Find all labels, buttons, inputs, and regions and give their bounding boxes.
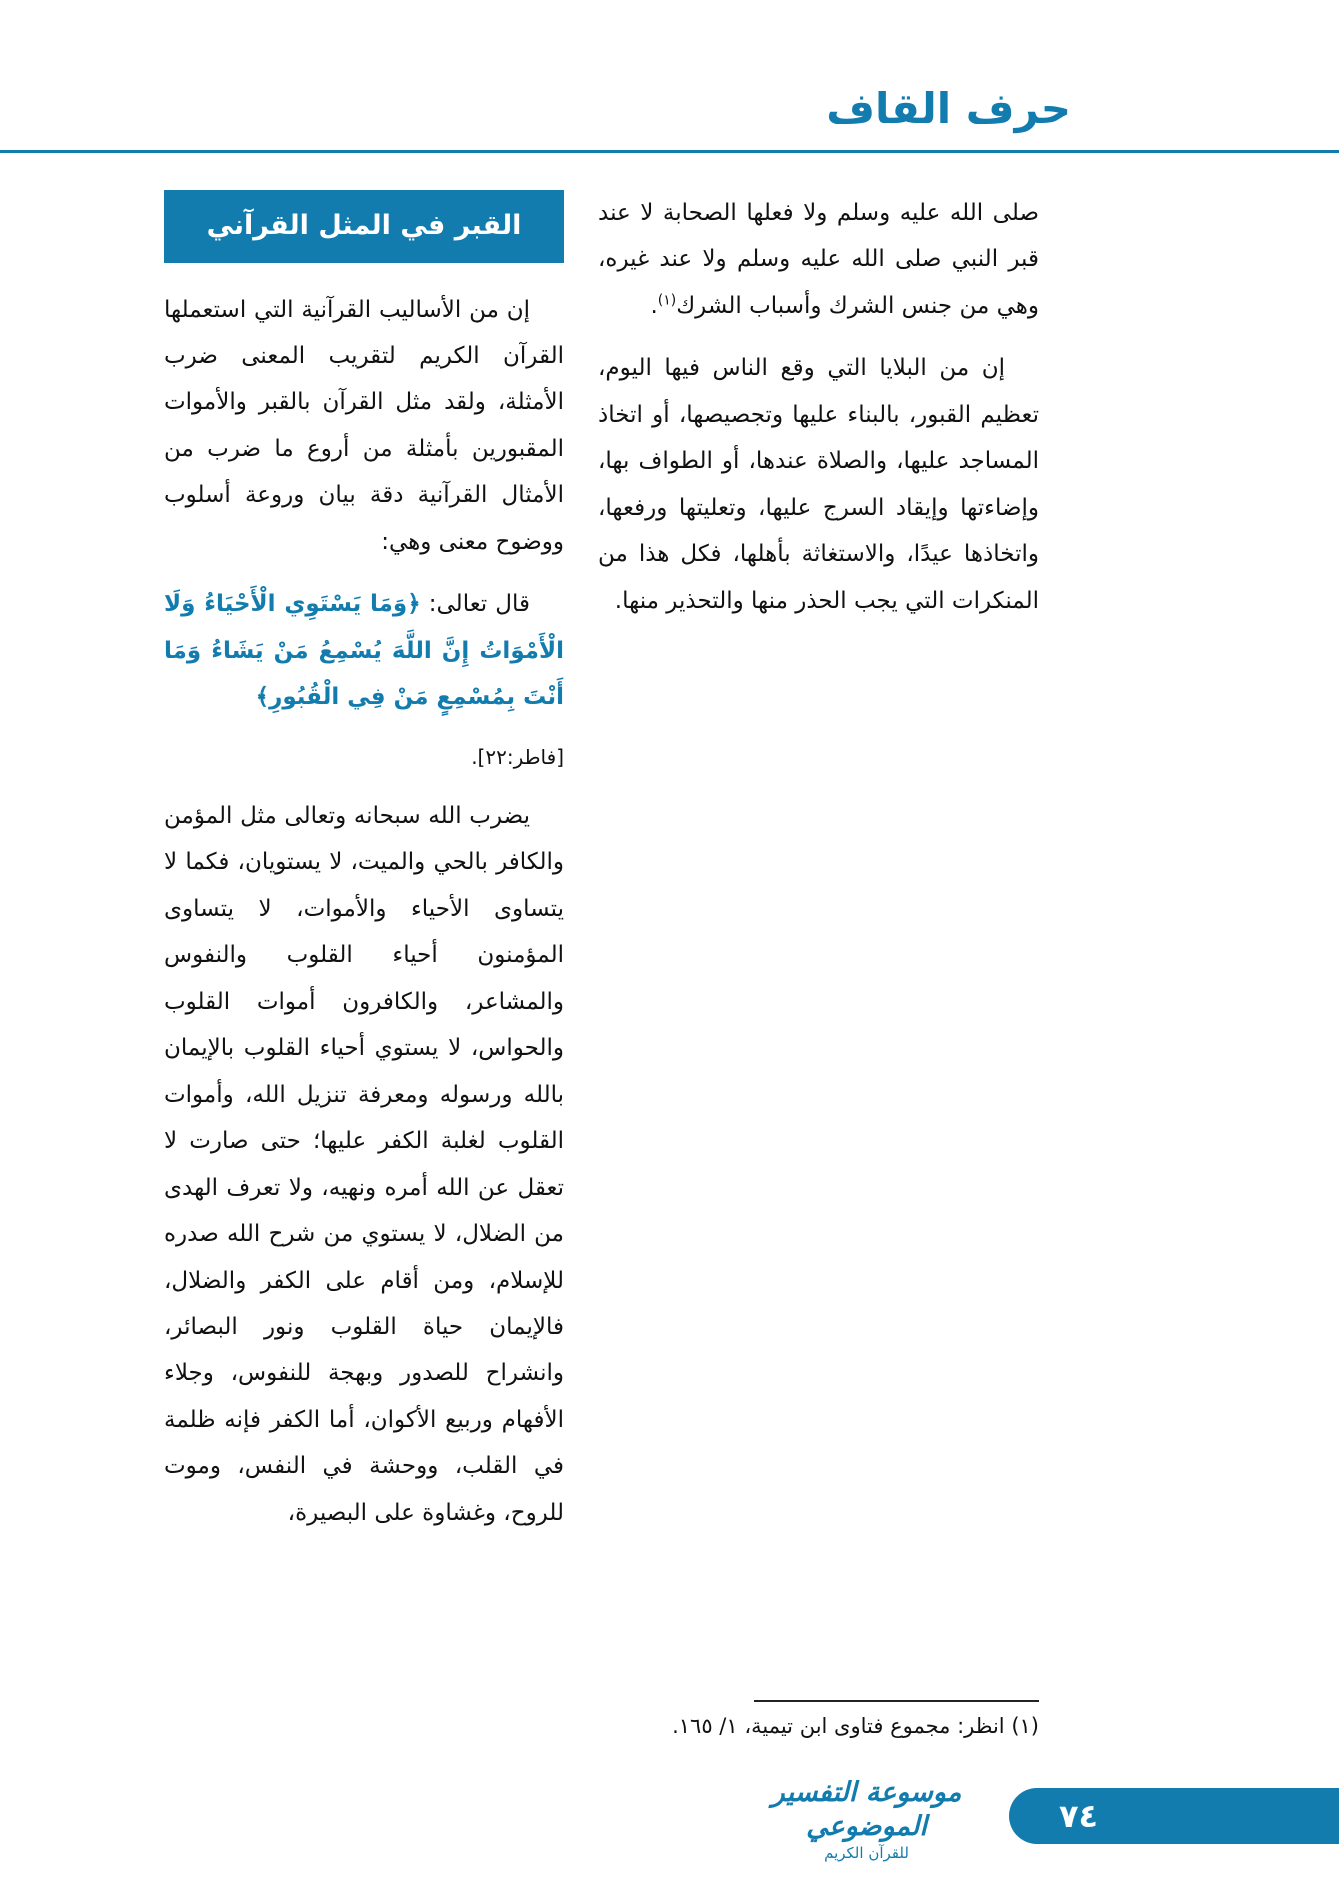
- publisher-logo-line-1: موسوعة التفسير الموضوعي: [771, 1777, 962, 1842]
- verse-reference: [فاطر:٢٢].: [471, 744, 564, 769]
- page-content: [164, 190, 1039, 1552]
- chapter-header-title: حرف القاف: [826, 84, 1071, 133]
- verse-block: [164, 581, 564, 720]
- column-left: [164, 190, 564, 1552]
- paragraph-continuation-text: صلى الله عليه وسلم ولا فعلها الصحابة لا عند قبر النبي صلى الله عليه وسلم ولا عند غيره، وهي من جنس الشرك وأسباب الشرك: [598, 200, 1039, 319]
- footnote-area: [598, 1700, 1039, 1738]
- paragraph-graves-warning: إن من البلايا التي وقع الناس فيها اليوم، تعظيم القبور، بالبناء عليها وتجصيصها، أو اتخاذ المساجد عليها، والصلاة عندها، أو الطواف بها، وإضاءتها وإيقاد السرج عليها، وتعليتها ورفعها، واتخاذها عيدًا، والاستغاثة بأهلها، فكل هذا من المنكرات التي يجب الحذر منها والتحذير منها.: [598, 355, 1039, 614]
- quran-verse-text: ﴿وَمَا يَسْتَوِي الْأَحْيَاءُ وَلَا الْأَمْوَاتُ إِنَّ اللَّهَ يُسْمِعُ مَنْ يَشَاءُ وَمَا أَنْتَ بِمُسْمِعٍ مَنْ فِي الْقُبُورِ﴾: [164, 591, 564, 711]
- header-divider-rule: [0, 150, 1339, 153]
- paragraph-verse-explanation: يضرب الله سبحانه وتعالى مثل المؤمن والكافر بالحي والميت، لا يستويان، فكما لا يتساوى الأحياء والأموات، لا يتساوى المؤمنون أحياء القلوب والنفوس والمشاعر، والكافرون أموات القلوب والحواس، لا يستوي أحياء القلوب بالإيمان بالله ورسوله ومعرفة تنزيل الله، وأموات القلوب لغلبة الكفر عليها؛ حتى صارت لا تعقل عن الله أمره ونهيه، ولا تعرف الهدى من الضلال، لا يستوي من شرح الله صدره للإسلام، ومن أقام على الكفر والضلال، فالإيمان حياة القلوب ونور البصائر، وانشراح للصدور وبهجة للنفوس، وجلاء الأفهام وربيع الأكوان، أما الكفر فإنه ظلمة في القلب، ووحشة في النفس، وموت للروح، وغشاوة على البصيرة،: [164, 803, 564, 1526]
- publisher-logo-line-2: للقرآن الكريم: [824, 1843, 909, 1862]
- publisher-logo: [739, 1776, 994, 1862]
- footnote-divider-rule: [754, 1700, 1039, 1702]
- footnote-reference-marker: (١): [657, 292, 677, 309]
- column-right: [598, 190, 1039, 1552]
- paragraph-continuation: [598, 190, 1039, 329]
- section-title-box: القبر في المثل القرآني: [164, 190, 564, 263]
- page-number: ٧٤: [1059, 1797, 1099, 1835]
- footnote-text: (١) انظر: مجموع فتاوى ابن تيمية، ١/ ١٦٥.: [672, 1714, 1039, 1738]
- footer-page-bar: [1009, 1788, 1339, 1844]
- verse-intro: قال تعالى:: [428, 591, 530, 618]
- paragraph-quranic-examples: إن من الأساليب القرآنية التي استعملها القرآن الكريم لتقريب المعنى ضرب الأمثلة، ولقد مثل القرآن بالقبر والأموات المقبورين بأمثلة من أروع ما ضرب من الأمثال القرآنية دقة بيان وروعة أسلوب ووضوح معنى وهي:: [164, 296, 564, 555]
- paragraph-continuation-period: .: [650, 292, 658, 319]
